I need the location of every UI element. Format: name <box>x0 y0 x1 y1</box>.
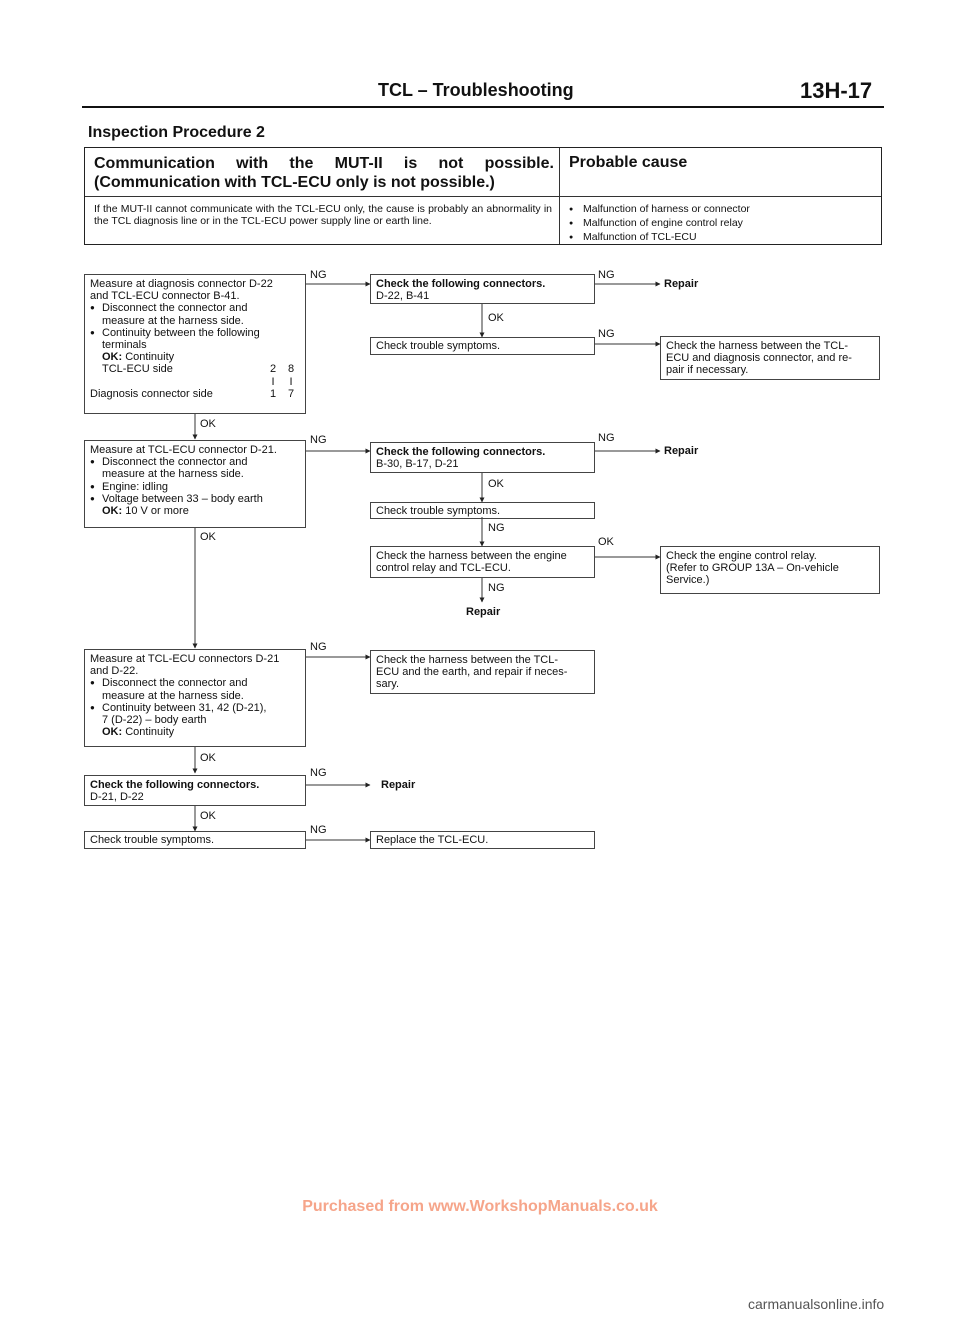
ng-label: NG <box>488 522 505 534</box>
ok-label: OK <box>598 536 614 548</box>
step-diagnosis-connector-measure: Measure at diagnosis connector D-22 and TCL-ECU connector B-41. ● Disconnect the connector and measure at the harness side. ● Continuity between the following terminals OK: Continuity TCL-ECU side 2 8 I I Diagnosis connector side 1 7 <box>84 274 306 414</box>
ng-label: NG <box>598 269 615 281</box>
ok-label: OK <box>200 810 216 822</box>
ng-label: NG <box>310 641 327 653</box>
check-trouble-symptoms-2: Check trouble symptoms. <box>370 502 595 519</box>
ok-label: OK <box>200 531 216 543</box>
probable-cause-heading: Probable cause <box>569 154 688 171</box>
terminal-row-separator: I I <box>271 375 293 388</box>
check-trouble-symptoms-3: Check trouble symptoms. <box>84 831 306 849</box>
page-title: TCL – Troubleshooting <box>378 80 574 100</box>
ng-label: NG <box>488 582 505 594</box>
ng-label: NG <box>598 432 615 444</box>
symptom-heading-line1: Communication with the MUT-II is not possible. <box>94 155 554 172</box>
cause-item: ● Malfunction of TCL-ECU <box>569 231 750 245</box>
ng-label: NG <box>598 328 615 340</box>
symptom-description: If the MUT-II cannot communicate with the TCL-ECU only, the cause is probably an abnormality in the TCL diagnosis line or in the TCL-ECU power supply line or earth line. <box>94 203 552 227</box>
step-earth-continuity-measure: Measure at TCL-ECU connectors D-21 and D-22. ● Disconnect the connector and measure at the harness side. ● Continuity between 31, 42 (D-21), 7 (D-22) – body earth OK: Continuity <box>84 649 306 747</box>
ok-label: OK <box>488 478 504 490</box>
ng-label: NG <box>310 434 327 446</box>
step-voltage-measure: Measure at TCL-ECU connector D-21. ● Disconnect the connector and measure at the harness side. ● Engine: idling ● Voltage between 33 – body earth OK: 10 V or more <box>84 440 306 528</box>
ok-label: OK <box>200 418 216 430</box>
check-harness-relay-tcl-ecu: Check the harness between the engine control relay and TCL-ECU. <box>370 546 595 578</box>
procedure-title: Inspection Procedure 2 <box>88 124 265 141</box>
ng-label: NG <box>310 824 327 836</box>
check-connectors-d21-d22: Check the following connectors. D-21, D-22 <box>84 775 306 806</box>
check-connectors-d22-b41: Check the following connectors. D-22, B-41 <box>370 274 595 304</box>
check-harness-tcl-ecu-earth: Check the harness between the TCL- ECU and the earth, and repair if neces- sary. <box>370 650 595 694</box>
symptom-heading-line2: (Communication with TCL-ECU only is not possible.) <box>94 174 495 191</box>
repair-result: Repair <box>466 606 501 618</box>
ng-label: NG <box>310 269 327 281</box>
terminal-row-diagnosis: Diagnosis connector side 1 7 <box>90 387 295 400</box>
watermark: carmanualsonline.info <box>748 1296 885 1312</box>
repair-result: Repair <box>381 779 416 791</box>
check-engine-control-relay: Check the engine control relay. (Refer to GROUP 13A – On-vehicle Service.) <box>660 546 880 594</box>
terminal-row-ecu: TCL-ECU side 2 8 <box>102 363 295 376</box>
ng-label: NG <box>310 767 327 779</box>
page-number: 13H-17 <box>800 78 873 103</box>
purchase-footer: Purchased from www.WorkshopManuals.co.uk <box>302 1198 658 1215</box>
cause-item: ● Malfunction of engine control relay <box>569 217 750 231</box>
ok-label: OK <box>200 752 216 764</box>
check-trouble-symptoms-1: Check trouble symptoms. <box>370 337 595 355</box>
check-harness-tcl-ecu-diagnosis: Check the harness between the TCL- ECU and diagnosis connector, and re- pair if necessary. <box>660 336 880 380</box>
cause-item: ● Malfunction of harness or connector <box>569 203 750 217</box>
check-connectors-b30-b17-d21: Check the following connectors. B-30, B-17, D-21 <box>370 442 595 473</box>
repair-result: Repair <box>664 278 699 290</box>
ok-label: OK <box>488 312 504 324</box>
repair-result: Repair <box>664 445 699 457</box>
replace-tcl-ecu: Replace the TCL-ECU. <box>370 831 595 849</box>
